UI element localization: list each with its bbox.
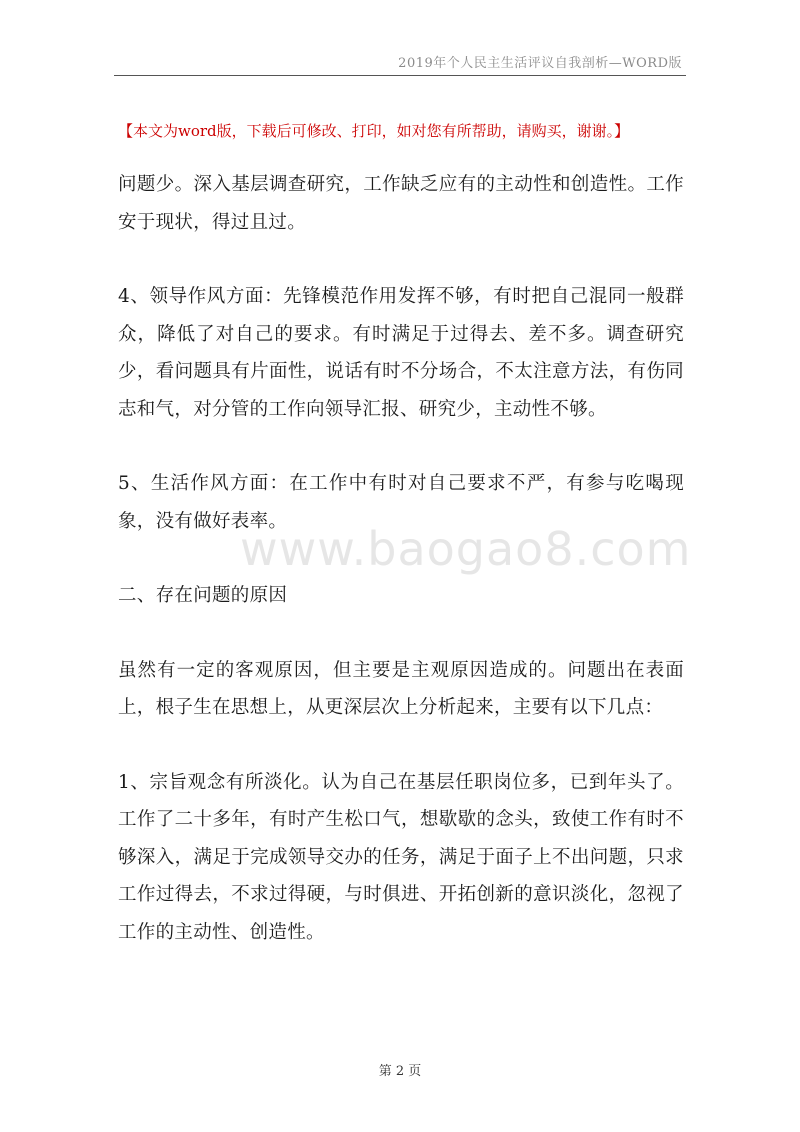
section-heading: 二、存在问题的原因 bbox=[118, 585, 288, 606]
page-number: 第 2 页 bbox=[378, 1064, 422, 1079]
watermark: www.baogao8.com bbox=[240, 522, 692, 576]
paragraph: 问题少。深入基层调查研究，工作缺乏应有的主动性和创造性。工作安于现状，得过且过。 bbox=[118, 174, 684, 233]
paragraph: 4、领导作风方面：先锋模范作用发挥不够，有时把自己混同一般群众，降低了对自己的要求。有时满足于过得去、差不多。调查研究少，看问题具有片面性，说话有时不分场合，不太注意方法，有伤同志和气，对分管的工作向领导汇报、研究少，主动性不够。 bbox=[118, 286, 684, 420]
document-body bbox=[118, 166, 684, 988]
paragraph: 虽然有一定的客观原因，但主要是主观原因造成的。问题出在表面上，根子生在思想上，从更深层次上分析起来，主要有以下几点： bbox=[118, 659, 684, 718]
running-header: 2019年个人民主生活评议自我剖析—WORD版 bbox=[398, 56, 682, 71]
header-divider bbox=[114, 75, 686, 76]
download-notice: 【本文为word版，下载后可修改、打印，如对您有所帮助，请购买，谢谢。】 bbox=[118, 122, 630, 140]
paragraph: 5、生活作风方面：在工作中有时对自己要求不严，有参与吃喝现象，没有做好表率。 bbox=[118, 473, 684, 532]
paragraph: 1、宗旨观念有所淡化。认为自己在基层任职岗位多，已到年头了。工作了二十多年，有时产生松口气，想歇歇的念头，致使工作有时不够深入，满足于完成领导交办的任务，满足于面子上不出问题，只求工作过得去，不求过得硬，与时俱进、开拓创新的意识淡化，忽视了工作的主动性、创造性。 bbox=[118, 771, 684, 943]
